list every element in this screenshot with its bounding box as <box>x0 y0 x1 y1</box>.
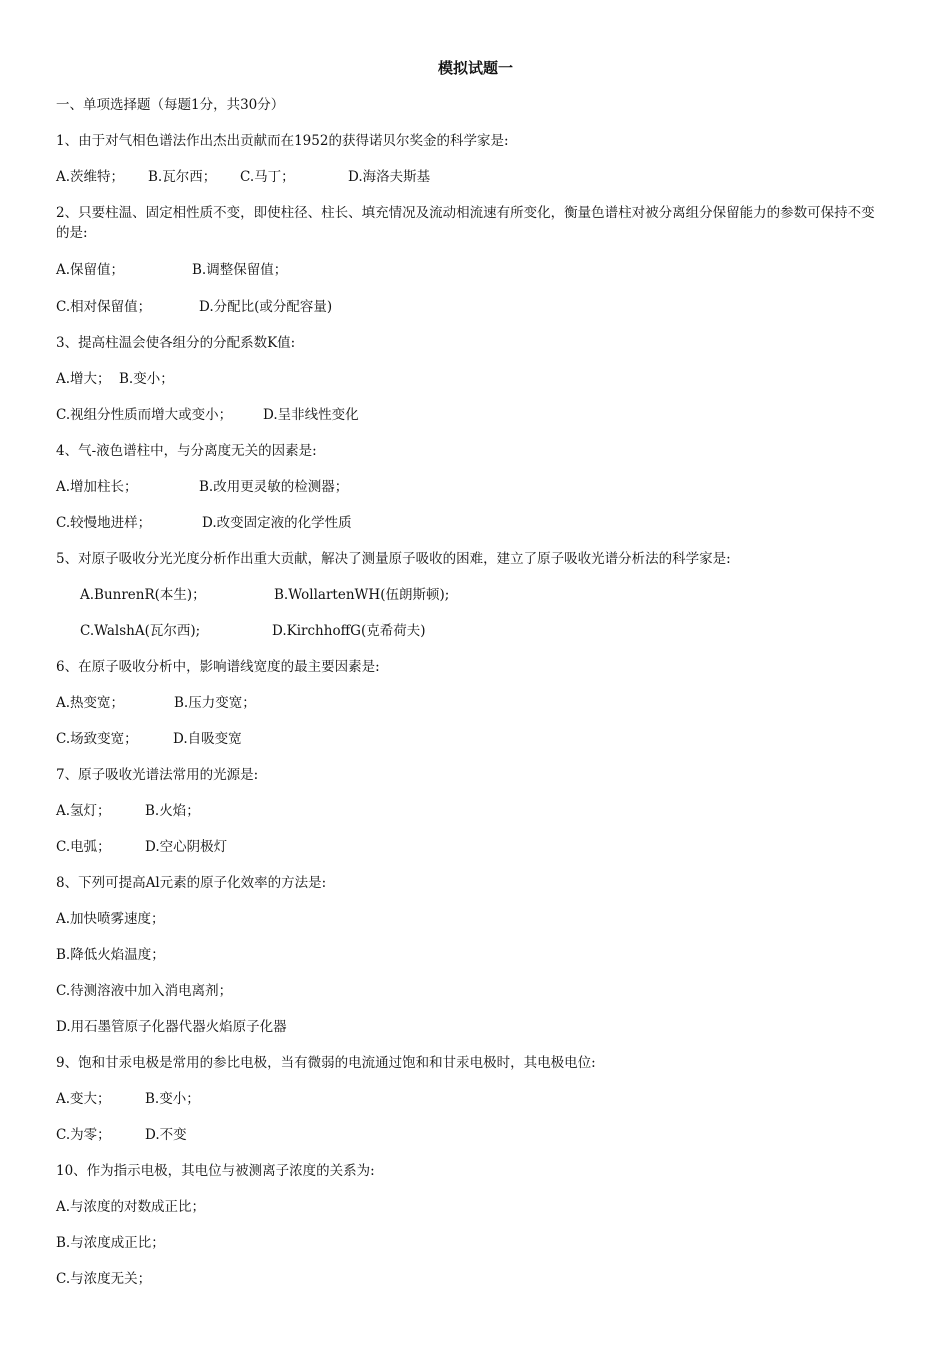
question-7-option-a: A.氢灯； <box>56 803 111 819</box>
question-6-option-d: D.自吸变宽 <box>173 731 242 747</box>
question-6-option-c: C.场致变宽； <box>56 731 138 747</box>
question-5-option-b: B.WollartenWH(伍朗斯顿); <box>274 587 450 603</box>
question-4-stem: 4、气-液色谱柱中，与分离度无关的因素是: <box>56 443 317 459</box>
question-10-option-c: C.与浓度无关； <box>56 1271 152 1287</box>
question-10-stem: 10、作为指示电极，其电位与被测离子浓度的关系为: <box>56 1163 375 1179</box>
question-8-option-b: B.降低火焰温度； <box>56 947 165 963</box>
question-10-option-a: A.与浓度的对数成正比； <box>56 1199 206 1215</box>
question-8-stem: 8、下列可提高Al元素的原子化效率的方法是: <box>56 875 327 891</box>
question-6-option-b: B.压力变宽； <box>174 695 256 711</box>
question-10-option-b: B.与浓度成正比； <box>56 1235 165 1251</box>
question-1-stem: 1、由于对气相色谱法作出杰出贡献而在1952的获得诺贝尔奖金的科学家是: <box>56 133 509 149</box>
question-1-option-c: C.马丁； <box>240 169 295 185</box>
question-8-option-a: A.加快喷雾速度； <box>56 911 165 927</box>
section-heading: 一、单项选择题（每题1分，共30分） <box>56 97 285 113</box>
question-4-option-a: A.增加柱长； <box>56 479 138 495</box>
question-2-option-d: D.分配比(或分配容量) <box>199 299 333 315</box>
question-8-option-c: C.待测溶液中加入消电离剂； <box>56 983 233 999</box>
question-5-option-c: C.WalshA(瓦尔西); <box>80 623 201 639</box>
question-2-option-b: B.调整保留值； <box>192 262 288 278</box>
question-2-option-c: C.相对保留值； <box>56 299 152 315</box>
question-7-option-d: D.空心阴极灯 <box>145 839 228 855</box>
question-2-option-a: A.保留值； <box>56 262 125 278</box>
question-3-option-c: C.视组分性质而增大或变小； <box>56 407 233 423</box>
question-9-option-b: B.变小； <box>145 1091 200 1107</box>
question-9-stem: 9、饱和甘汞电极是常用的参比电极，当有微弱的电流通过饱和和甘汞电极时，其电极电位: <box>56 1055 596 1071</box>
question-3-option-d: D.呈非线性变化 <box>263 407 359 423</box>
question-1-option-d: D.海洛夫斯基 <box>348 169 431 185</box>
question-5-stem: 5、对原子吸收分光光度分析作出重大贡献，解决了测量原子吸收的困难，建立了原子吸收光谱分析法的科学家是: <box>56 551 731 567</box>
question-1-option-a: A.茨维特； <box>56 169 125 185</box>
question-9-option-c: C.为零； <box>56 1127 111 1143</box>
question-1-option-b: B.瓦尔西； <box>148 169 217 185</box>
question-5-option-a: A.BunrenR(本生)； <box>80 587 206 603</box>
question-5-option-d: D.KirchhoffG(克希荷夫) <box>272 623 426 639</box>
question-2-stem: 2、只要柱温、固定相性质不变，即使柱径、柱长、填充情况及流动相流速有所变化，衡量色谱柱对被分离组分保留能力的参数可保持不变的是: <box>56 205 875 241</box>
question-8-option-d: D.用石墨管原子化器代器火焰原子化器 <box>56 1019 287 1035</box>
question-9-option-d: D.不变 <box>145 1127 187 1143</box>
question-4-option-d: D.改变固定液的化学性质 <box>202 515 352 531</box>
page-title: 模拟试题一 <box>437 59 513 77</box>
question-7-option-c: C.电弧； <box>56 839 111 855</box>
question-3-option-a: A.增大； <box>56 371 111 387</box>
question-4-option-c: C.较慢地进样； <box>56 515 152 531</box>
question-6-option-a: A.热变宽； <box>56 695 125 711</box>
question-3-option-b: B.变小； <box>119 371 174 387</box>
question-9-option-a: A.变大； <box>56 1091 111 1107</box>
question-7-option-b: B.火焰； <box>145 803 200 819</box>
question-7-stem: 7、原子吸收光谱法常用的光源是: <box>56 767 259 783</box>
question-3-stem: 3、提高柱温会使各组分的分配系数K值: <box>56 335 296 351</box>
question-4-option-b: B.改用更灵敏的检测器； <box>199 479 349 495</box>
question-6-stem: 6、在原子吸收分析中，影响谱线宽度的最主要因素是: <box>56 659 380 675</box>
